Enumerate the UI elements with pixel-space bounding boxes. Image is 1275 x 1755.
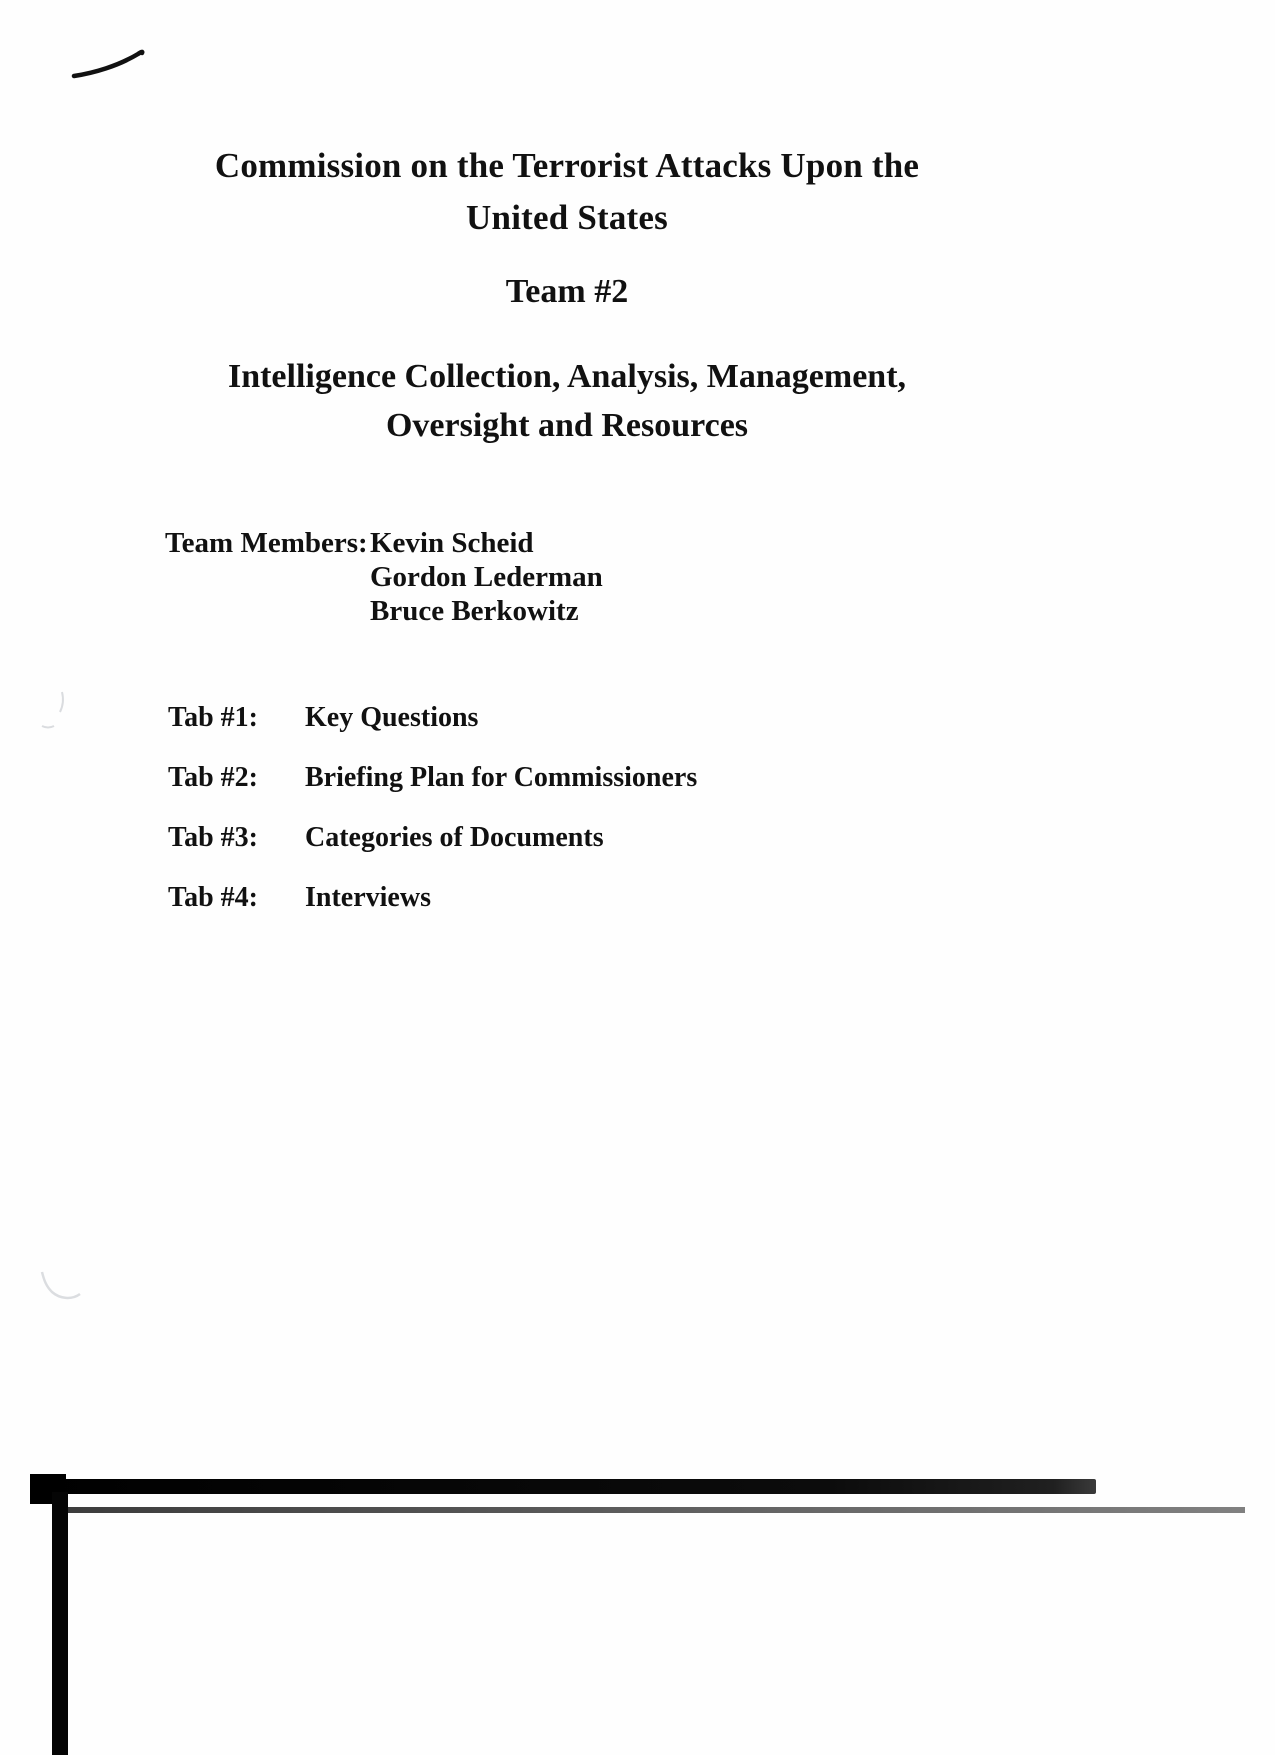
subtitle-line-1: Intelligence Collection, Analysis, Management, <box>227 358 907 395</box>
subtitle-line-2: Oversight and Resources <box>385 407 749 444</box>
team-members-list <box>370 526 603 628</box>
scan-bar-artifact <box>30 1479 1096 1494</box>
document-subtitle <box>0 352 1134 450</box>
team-member: Bruce Berkowitz <box>370 595 579 627</box>
team-member: Gordon Lederman <box>370 561 603 593</box>
tab-label: Tab #4: <box>168 882 259 913</box>
tab-title: Key Questions <box>305 702 479 733</box>
tab-title: Interviews <box>305 882 431 913</box>
tab-label: Tab #2: <box>168 762 259 793</box>
smudge-artifact <box>34 1258 90 1308</box>
tab-label: Tab #3: <box>168 822 259 853</box>
title-line-2: United States <box>466 198 668 237</box>
tab-label: Tab #1: <box>168 702 259 733</box>
tab-title: Briefing Plan for Commissioners <box>305 762 698 793</box>
team-member: Kevin Scheid <box>370 527 534 559</box>
team-members-label: Team Members: <box>165 527 368 559</box>
tab-title: Categories of Documents <box>305 822 604 853</box>
document-title <box>0 140 1134 244</box>
pen-mark-artifact <box>66 40 156 90</box>
team-heading: Team #2 <box>505 273 629 310</box>
title-line-1: Commission on the Terrorist Attacks Upon the <box>214 146 920 185</box>
smudge-artifact <box>34 688 78 736</box>
scan-edge-artifact <box>52 1492 68 1755</box>
scan-line-artifact <box>62 1507 1245 1513</box>
